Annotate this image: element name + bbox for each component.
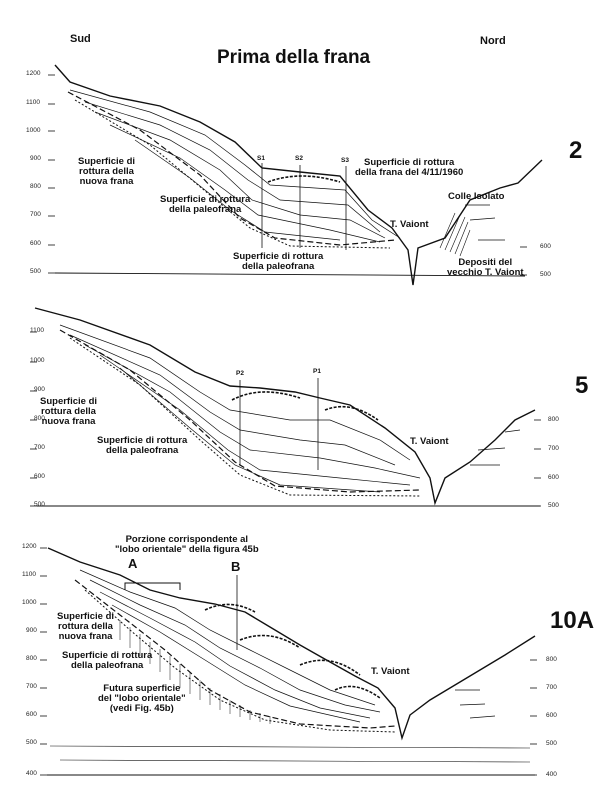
borehole-p1: P1 — [313, 368, 321, 375]
label-new-landslide-rupture: Superficie di rottura della nuova frana — [57, 611, 115, 642]
label-1960-rupture: Superficie di rottura della frana del 4/11/1960 — [355, 157, 464, 178]
tick-label: 500 — [30, 268, 41, 275]
section-5-drawing — [30, 308, 541, 506]
borehole-s3: S3 — [341, 157, 349, 164]
tick-label: 600 — [548, 474, 559, 481]
tick-label: 600 — [540, 243, 551, 250]
tick-label: 1200 — [22, 543, 37, 550]
tick-label: 600 — [30, 240, 41, 247]
tick-label: 700 — [548, 445, 559, 452]
tick-label: 500 — [34, 501, 45, 508]
borehole-s1: S1 — [257, 155, 265, 162]
tick-label: 700 — [546, 684, 557, 691]
section-number: 2 — [569, 137, 583, 164]
tick-label: 700 — [34, 444, 45, 451]
page-title: Prima della frana — [217, 47, 371, 68]
tick-label: 800 — [34, 415, 45, 422]
section-number: 10A — [550, 607, 595, 634]
label-t-vaiont: T. Vaiont — [371, 666, 410, 677]
tick-label: 500 — [548, 502, 559, 509]
tick-label: 800 — [30, 183, 41, 190]
borehole-s2: S2 — [295, 155, 303, 162]
tick-label: 1100 — [26, 99, 40, 106]
label-t-vaiont: T. Vaiont — [390, 219, 429, 230]
tick-label: 1100 — [30, 327, 44, 334]
label-eastern-lobe-portion: Porzione corrispondente al "lobo orientale" della figura 45b — [115, 534, 259, 555]
label-old-vaiont-deposits: Depositi del vecchio T. Vaiont — [447, 257, 524, 278]
tick-label: 400 — [26, 770, 37, 777]
tick-label: 1200 — [26, 70, 41, 77]
tick-label: 800 — [546, 656, 557, 663]
tick-label: 900 — [30, 155, 41, 162]
label-new-landslide-rupture: Superficie di rottura della nuova frana — [40, 396, 98, 427]
tick-label: 1000 — [26, 127, 41, 134]
label-paleolandslide-rupture-2: Superficie di rottura della paleofrana — [233, 251, 324, 272]
tick-label: 800 — [548, 416, 559, 423]
south-label: Sud — [70, 33, 91, 45]
marker-a: A — [128, 556, 138, 571]
tick-label: 1100 — [22, 571, 36, 578]
tick-label: 500 — [546, 740, 557, 747]
tick-label: 1000 — [30, 357, 45, 364]
label-new-landslide-rupture: Superficie di rottura della nuova frana — [78, 156, 136, 187]
tick-label: 600 — [546, 712, 557, 719]
tick-label: 500 — [540, 271, 551, 278]
tick-label: 700 — [30, 211, 41, 218]
north-label: Nord — [480, 35, 506, 47]
tick-label: 1000 — [22, 599, 37, 606]
label-paleolandslide-rupture: Superficie di rottura della paleofrana — [97, 435, 188, 456]
tick-label: 900 — [34, 386, 45, 393]
borehole-p2: P2 — [236, 370, 244, 377]
tick-label: 900 — [26, 627, 37, 634]
tick-label: 800 — [26, 655, 37, 662]
tick-label: 700 — [26, 683, 37, 690]
label-future-surface: Futura superficie del "lobo orientale" (vedi Fig. 45b) — [98, 683, 186, 714]
label-colle-isolato: Colle Isolato — [448, 191, 505, 202]
marker-b: B — [231, 559, 241, 574]
label-paleolandslide-rupture: Superficie di rottura della paleofrana — [160, 194, 251, 215]
tick-label: 500 — [26, 739, 37, 746]
tick-label: 600 — [26, 711, 37, 718]
tick-label: 400 — [546, 771, 557, 778]
tick-label: 600 — [34, 473, 45, 480]
label-paleolandslide-rupture: Superficie di rottura della paleofrana — [62, 650, 153, 671]
label-t-vaiont: T. Vaiont — [410, 436, 449, 447]
section-number: 5 — [575, 372, 589, 399]
